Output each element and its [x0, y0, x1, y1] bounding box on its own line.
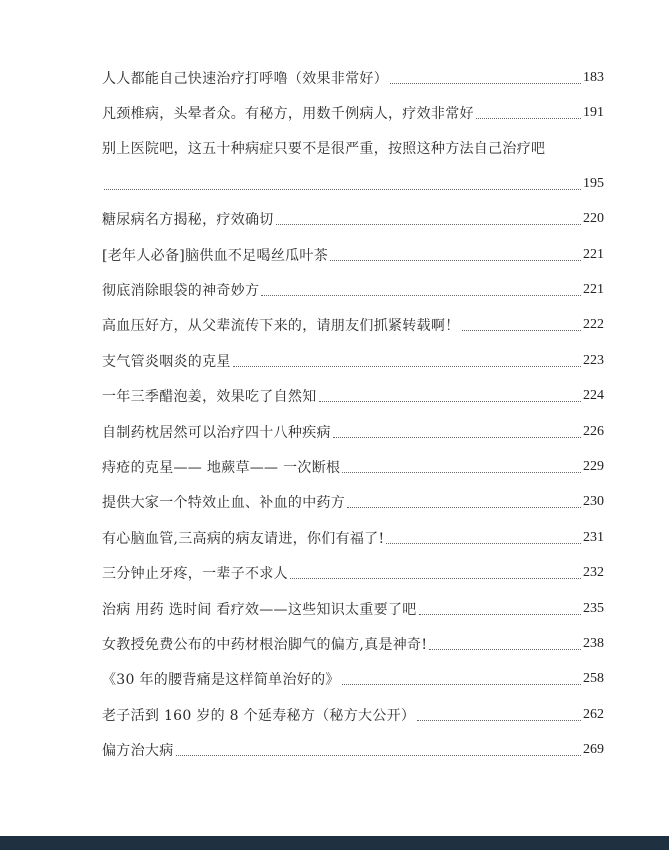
- toc-entry-page: 226: [583, 423, 604, 439]
- table-of-contents: [102, 60, 604, 768]
- toc-entry[interactable]: [102, 131, 604, 202]
- dot-leader: [476, 117, 581, 119]
- toc-entry-title: 别上医院吧，这五十种病症只要不是很严重，按照这种方法自己治疗吧: [102, 141, 546, 158]
- toc-entry-title: 三分钟止牙疼，一辈子不求人: [102, 566, 288, 583]
- dot-leader: [261, 294, 581, 296]
- toc-entry-title: 人人都能自己快速治疗打呼噜（效果非常好）: [102, 70, 388, 87]
- toc-entry[interactable]: [102, 343, 604, 378]
- toc-entry-title: 彻底消除眼袋的神奇妙方: [102, 283, 260, 300]
- toc-entry-title: 《30 年的腰背痛是这样简单治好的》: [102, 672, 340, 689]
- toc-entry-page: 183: [583, 69, 604, 85]
- toc-entry[interactable]: [102, 414, 604, 449]
- viewer-bottom-bar: [0, 836, 669, 850]
- toc-entry-page: 232: [583, 565, 604, 581]
- dot-leader: [176, 754, 582, 756]
- toc-entry-page: 230: [583, 494, 604, 510]
- dot-leader: [276, 223, 581, 225]
- toc-entry[interactable]: [102, 60, 604, 95]
- toc-entry-title: 凡颈椎病，头晕者众。有秘方，用数千例病人，疗效非常好: [102, 106, 474, 123]
- toc-entry[interactable]: [102, 732, 604, 767]
- toc-entry[interactable]: [102, 202, 604, 237]
- toc-entry-page: 229: [583, 459, 604, 474]
- toc-entry-page: 221: [583, 282, 604, 298]
- toc-entry[interactable]: [102, 697, 604, 732]
- toc-entry-page: 258: [583, 671, 604, 687]
- toc-entry[interactable]: [102, 308, 604, 343]
- dot-leader: [386, 542, 581, 544]
- toc-entry-page: 262: [583, 706, 604, 722]
- toc-entry-title: 一年三季醋泡姜，效果吃了自然知: [102, 389, 317, 406]
- toc-entry-title: 糖尿病名方揭秘，疗效确切: [102, 212, 274, 229]
- toc-entry[interactable]: [102, 555, 604, 590]
- toc-entry-page: 221: [583, 246, 604, 262]
- toc-entry[interactable]: [102, 626, 604, 661]
- toc-entry-title: 有心脑血管,三高病的病友请进，你们有福了!: [102, 530, 385, 547]
- toc-entry-page: 220: [583, 211, 604, 227]
- dot-leader: [419, 613, 581, 615]
- toc-entry-title: 女教授免费公布的中药材根治脚气的偏方,真是神奇!: [102, 636, 428, 653]
- dot-leader: [347, 506, 581, 508]
- dot-leader: [319, 400, 582, 402]
- toc-entry-page: 231: [583, 529, 604, 545]
- dot-leader: [342, 683, 581, 685]
- toc-entry-page: 223: [583, 352, 604, 368]
- toc-entry-page: 224: [583, 388, 604, 404]
- toc-entry-title: 支气管炎咽炎的克星: [102, 353, 231, 370]
- dot-leader: [233, 365, 581, 367]
- toc-entry-title: 偏方治大病: [102, 743, 174, 760]
- dot-leader: [104, 188, 581, 190]
- toc-entry-page: 195: [583, 175, 604, 191]
- toc-entry-title: 提供大家一个特效止血、补血的中药方: [102, 495, 346, 512]
- dot-leader: [330, 259, 581, 261]
- dot-leader: [342, 471, 581, 473]
- toc-entry-page: 238: [583, 635, 604, 651]
- toc-entry[interactable]: [102, 272, 604, 307]
- toc-entry[interactable]: [102, 379, 604, 414]
- dot-leader: [462, 329, 582, 331]
- toc-entry-title: 痔疮的克星—— 地蕨草—— 一次断根: [102, 460, 341, 476]
- toc-entry[interactable]: [102, 520, 604, 555]
- toc-entry[interactable]: [102, 591, 604, 626]
- dot-leader: [333, 436, 581, 438]
- toc-entry-title: 老子活到 160 岁的 8 个延寿秘方（秘方大公开）: [102, 707, 416, 724]
- toc-entry-page: 222: [583, 317, 604, 333]
- dot-leader: [290, 577, 581, 579]
- toc-entry[interactable]: [102, 485, 604, 520]
- toc-entry-page: 191: [583, 105, 604, 121]
- dot-leader: [417, 719, 581, 721]
- toc-entry[interactable]: [102, 662, 604, 697]
- toc-entry-title: 治病 用药 选时间 看疗效——这些知识太重要了吧: [102, 601, 417, 618]
- toc-entry-page: 269: [583, 742, 604, 758]
- dot-leader: [390, 82, 581, 84]
- toc-entry-title: 高血压好方，从父辈流传下来的，请朋友们抓紧转载啊！: [102, 318, 460, 335]
- dot-leader: [429, 648, 581, 650]
- toc-entry-title: [老年人必备]脑供血不足喝丝瓜叶茶: [102, 247, 329, 264]
- toc-entry-title: 自制药枕居然可以治疗四十八种疾病: [102, 424, 331, 441]
- toc-entry[interactable]: [102, 237, 604, 272]
- toc-entry[interactable]: [102, 449, 604, 484]
- toc-entry[interactable]: [102, 95, 604, 130]
- toc-entry-page: 235: [583, 600, 604, 616]
